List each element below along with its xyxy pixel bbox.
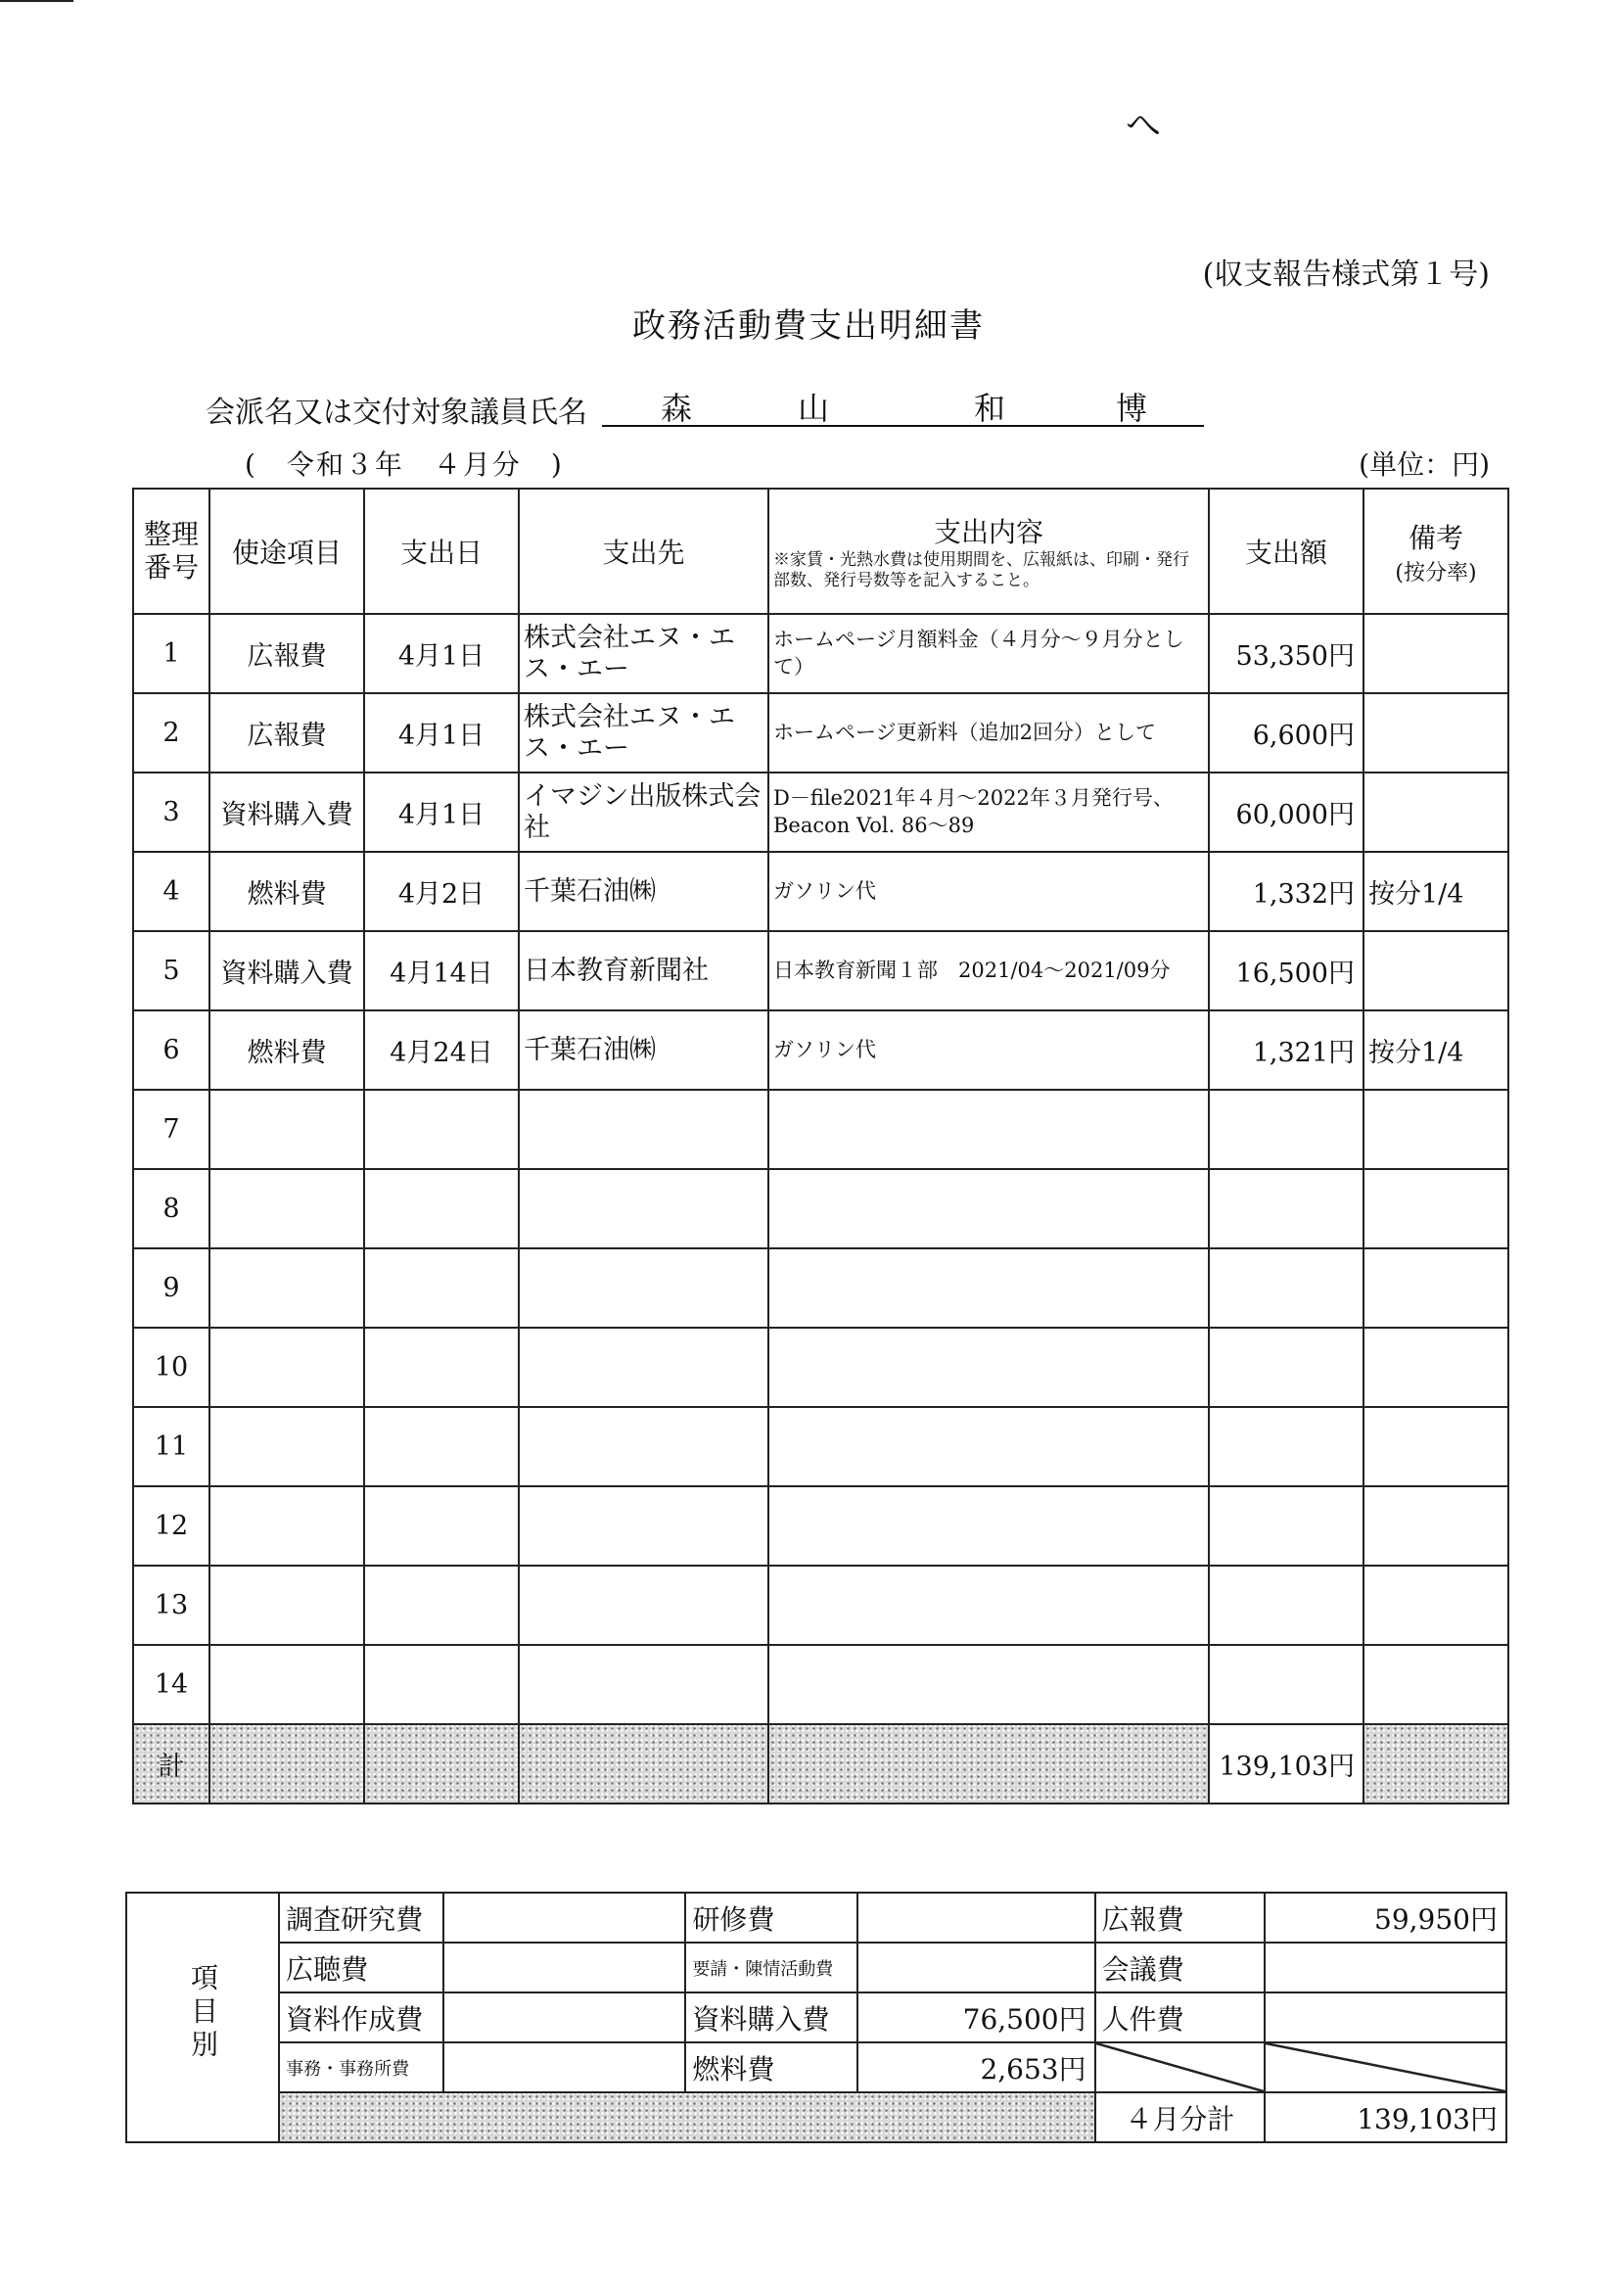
unit-label: (単位：円) xyxy=(1359,448,1490,481)
row-payee: イマジン出版株式会社 xyxy=(519,773,768,852)
row-category xyxy=(209,1169,364,1248)
row-amount: 6,600円 xyxy=(1209,693,1363,773)
row-content xyxy=(768,1407,1209,1486)
summary-value xyxy=(857,1893,1095,1943)
row-remarks xyxy=(1363,931,1508,1010)
header-remarks-label: 備考 xyxy=(1408,521,1463,554)
row-no: 8 xyxy=(133,1169,209,1248)
table-row xyxy=(133,693,1508,773)
row-date xyxy=(364,1407,519,1486)
header-payee: 支出先 xyxy=(519,489,768,614)
summary-value xyxy=(443,1893,685,1943)
row-category: 資料購入費 xyxy=(209,931,364,1010)
summary-value xyxy=(443,2042,685,2092)
summary-value xyxy=(857,1943,1095,1992)
row-payee xyxy=(519,1090,768,1169)
row-category xyxy=(209,1486,364,1566)
row-remarks xyxy=(1363,1486,1508,1566)
shaded-cell xyxy=(279,2092,1095,2142)
table-row xyxy=(133,1090,1508,1169)
table-row xyxy=(133,614,1508,693)
summary-label: 資料購入費 xyxy=(685,1992,856,2042)
row-date: 4月14日 xyxy=(364,931,519,1010)
shaded-cell xyxy=(768,1724,1209,1804)
row-remarks xyxy=(1363,693,1508,773)
row-date: 4月24日 xyxy=(364,1010,519,1090)
total-label: 計 xyxy=(133,1724,209,1804)
row-category xyxy=(209,1407,364,1486)
row-no: 10 xyxy=(133,1328,209,1407)
row-date xyxy=(364,1486,519,1566)
row-payee: 株式会社エヌ・エス・エー xyxy=(519,693,768,773)
summary-label: 燃料費 xyxy=(685,2042,856,2092)
row-amount: 53,350円 xyxy=(1209,614,1363,693)
shaded-cell xyxy=(519,1724,768,1804)
table-row xyxy=(133,1645,1508,1724)
shaded-cell xyxy=(364,1724,519,1804)
header-remarks-sub: (按分率) xyxy=(1395,560,1477,586)
row-date: 4月2日 xyxy=(364,852,519,931)
table-row xyxy=(133,852,1508,931)
header-remarks xyxy=(1363,489,1508,614)
row-date: 4月1日 xyxy=(364,693,519,773)
header-content xyxy=(768,489,1209,614)
row-date xyxy=(364,1566,519,1645)
summary-value xyxy=(1265,1992,1506,2042)
row-content xyxy=(768,1328,1209,1407)
header-no: 整理番号 xyxy=(133,489,209,614)
row-remarks xyxy=(1363,1169,1508,1248)
row-remarks xyxy=(1363,1328,1508,1407)
row-content: D－file2021年４月～2022年３月発行号、Beacon Vol. 86～89 xyxy=(768,773,1209,852)
row-no: 12 xyxy=(133,1486,209,1566)
summary-side-label xyxy=(126,1893,279,2142)
header-content-note: ※家賃・光熱水費は使用期間を、広報紙は、印刷・発行部数、発行号数等を記入すること。 xyxy=(773,549,1189,590)
row-amount: 16,500円 xyxy=(1209,931,1363,1010)
row-no: 5 xyxy=(133,931,209,1010)
table-row xyxy=(133,1169,1508,1248)
row-category: 燃料費 xyxy=(209,852,364,931)
row-category: 燃料費 xyxy=(209,1010,364,1090)
summary-side-text: 項目別 xyxy=(186,1962,219,2063)
table-row xyxy=(133,773,1508,852)
row-amount xyxy=(1209,1169,1363,1248)
row-payee xyxy=(519,1486,768,1566)
row-remarks xyxy=(1363,773,1508,852)
expense-table xyxy=(132,488,1509,1804)
row-payee: 日本教育新聞社 xyxy=(519,931,768,1010)
row-no: 1 xyxy=(133,614,209,693)
total-row xyxy=(133,1724,1508,1804)
table-row xyxy=(133,931,1508,1010)
summary-value xyxy=(443,1992,685,2042)
row-payee xyxy=(519,1645,768,1724)
form-number: (収支報告様式第１号) xyxy=(1202,258,1490,292)
row-category xyxy=(209,1645,364,1724)
row-content: 日本教育新聞１部 2021/04～2021/09分 xyxy=(768,931,1209,1010)
row-date xyxy=(364,1645,519,1724)
table-header-row xyxy=(133,489,1508,614)
row-content: ホームページ更新料（追加2回分）として xyxy=(768,693,1209,773)
row-remarks xyxy=(1363,1248,1508,1328)
row-no: 13 xyxy=(133,1566,209,1645)
member-name-char: 博 xyxy=(1116,390,1148,427)
summary-value: 59,950円 xyxy=(1265,1893,1506,1943)
row-category xyxy=(209,1566,364,1645)
row-category: 資料購入費 xyxy=(209,773,364,852)
row-remarks: 按分1/4 xyxy=(1363,852,1508,931)
row-no: 2 xyxy=(133,693,209,773)
row-payee xyxy=(519,1407,768,1486)
row-payee: 千葉石油㈱ xyxy=(519,852,768,931)
row-content: ガソリン代 xyxy=(768,852,1209,931)
row-no: 11 xyxy=(133,1407,209,1486)
row-content: ガソリン代 xyxy=(768,1010,1209,1090)
header-date: 支出日 xyxy=(364,489,519,614)
summary-label: 資料作成費 xyxy=(279,1992,443,2042)
summary-label: 会議費 xyxy=(1095,1943,1265,1992)
member-name-underline xyxy=(602,425,1204,427)
crossed-out-cell xyxy=(1265,2042,1506,2092)
row-content xyxy=(768,1566,1209,1645)
row-amount: 1,332円 xyxy=(1209,852,1363,931)
row-date: 4月1日 xyxy=(364,773,519,852)
member-name-label: 会派名又は交付対象議員氏名 xyxy=(206,396,587,430)
summary-label: 人件費 xyxy=(1095,1992,1265,2042)
row-no: 14 xyxy=(133,1645,209,1724)
table-row xyxy=(133,1486,1508,1566)
row-date: 4月1日 xyxy=(364,614,519,693)
report-period: ( 令和３年 ４月分 ) xyxy=(245,448,564,481)
row-date xyxy=(364,1090,519,1169)
row-no: 3 xyxy=(133,773,209,852)
header-category: 使途項目 xyxy=(209,489,364,614)
row-amount xyxy=(1209,1328,1363,1407)
row-payee: 株式会社エヌ・エス・エー xyxy=(519,614,768,693)
summary-value xyxy=(443,1943,685,1992)
row-remarks: 按分1/4 xyxy=(1363,1010,1508,1090)
row-amount xyxy=(1209,1090,1363,1169)
month-total-label: ４月分計 xyxy=(1095,2092,1265,2142)
shaded-cell xyxy=(209,1724,364,1804)
member-name-char: 山 xyxy=(798,390,830,427)
summary-value: 76,500円 xyxy=(857,1992,1095,2042)
row-remarks xyxy=(1363,1407,1508,1486)
row-amount xyxy=(1209,1248,1363,1328)
row-payee xyxy=(519,1566,768,1645)
table-row xyxy=(133,1010,1508,1090)
table-row xyxy=(133,1566,1508,1645)
row-date xyxy=(364,1169,519,1248)
summary-label: 要請・陳情活動費 xyxy=(685,1943,856,1992)
row-remarks xyxy=(1363,614,1508,693)
month-total-value: 139,103円 xyxy=(1265,2092,1506,2142)
summary-value: 2,653円 xyxy=(857,2042,1095,2092)
row-no: 9 xyxy=(133,1248,209,1328)
row-amount xyxy=(1209,1645,1363,1724)
crossed-out-cell xyxy=(1095,2042,1265,2092)
row-category: 広報費 xyxy=(209,614,364,693)
row-amount xyxy=(1209,1566,1363,1645)
row-remarks xyxy=(1363,1566,1508,1645)
row-payee xyxy=(519,1248,768,1328)
row-amount xyxy=(1209,1486,1363,1566)
row-remarks xyxy=(1363,1645,1508,1724)
total-amount: 139,103円 xyxy=(1209,1724,1363,1804)
row-payee xyxy=(519,1169,768,1248)
row-remarks xyxy=(1363,1090,1508,1169)
category-summary-table xyxy=(125,1892,1507,2143)
member-name-char: 和 xyxy=(974,390,1006,427)
row-amount: 60,000円 xyxy=(1209,773,1363,852)
row-category: 広報費 xyxy=(209,693,364,773)
page-title: 政務活動費支出明細書 xyxy=(632,306,985,346)
member-name-char: 森 xyxy=(661,390,693,427)
row-content: ホームページ月額料金（４月分～９月分として） xyxy=(768,614,1209,693)
row-date xyxy=(364,1248,519,1328)
summary-label: 研修費 xyxy=(685,1893,856,1943)
top-rule xyxy=(0,0,73,2)
table-row xyxy=(133,1328,1508,1407)
row-amount: 1,321円 xyxy=(1209,1010,1363,1090)
row-amount xyxy=(1209,1407,1363,1486)
row-content xyxy=(768,1090,1209,1169)
row-category xyxy=(209,1328,364,1407)
summary-label: 広聴費 xyxy=(279,1943,443,1992)
summary-label: 事務・事務所費 xyxy=(279,2042,443,2092)
header-content-label: 支出内容 xyxy=(933,515,1043,548)
row-category xyxy=(209,1248,364,1328)
row-no: 6 xyxy=(133,1010,209,1090)
row-payee xyxy=(519,1328,768,1407)
row-content xyxy=(768,1169,1209,1248)
table-row xyxy=(133,1407,1508,1486)
row-date xyxy=(364,1328,519,1407)
summary-label: 調査研究費 xyxy=(279,1893,443,1943)
header-amount: 支出額 xyxy=(1209,489,1363,614)
summary-value xyxy=(1265,1943,1506,1992)
row-no: 4 xyxy=(133,852,209,931)
row-category xyxy=(209,1090,364,1169)
row-content xyxy=(768,1645,1209,1724)
row-content xyxy=(768,1486,1209,1566)
corner-mark: へ xyxy=(1126,106,1162,146)
row-content xyxy=(768,1248,1209,1328)
summary-label: 広報費 xyxy=(1095,1893,1265,1943)
row-payee: 千葉石油㈱ xyxy=(519,1010,768,1090)
row-no: 7 xyxy=(133,1090,209,1169)
table-row xyxy=(133,1248,1508,1328)
shaded-cell xyxy=(1363,1724,1508,1804)
